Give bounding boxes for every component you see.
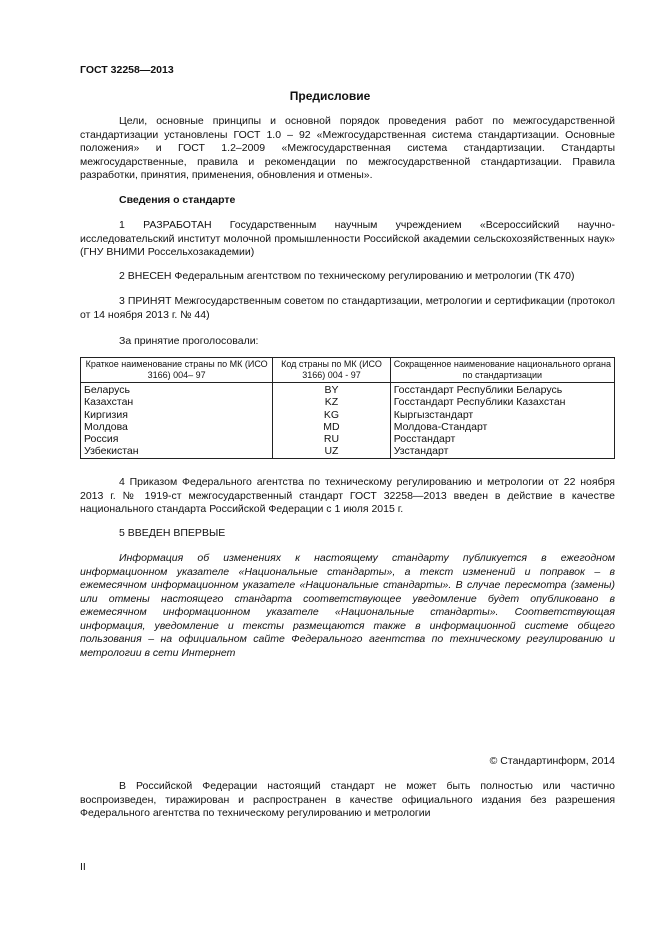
standards-body: Росстандарт <box>390 433 614 445</box>
reproduction-notice: В Российской Федерации настоящий стандарт не может быть полностью или частично воспроизведен, тиражирован и распространен в качестве официального издания без разрешения Федерального агентства по техническому регулированию и метрологии <box>80 780 615 819</box>
standards-body: Кыргызстандарт <box>390 409 614 421</box>
info-note: Информация об изменениях к настоящему стандарту публикуется в ежегодном информационном указателе «Национальные стандарты», а текст изменений и поправок – в ежемесячном информационном указателе «Национальные стандарты». В случае пересмотра (замены) или отмены настоящего стандарта соответствующее уведомление будет опубликовано в ежемесячном информационном указателе «Национальные стандарты». Соответствующая информация, уведомление и тексты размещаются также в информационной системе общего пользования – на официальном сайте Федерального агентства по техническому регулированию и метрологии в сети Интернет <box>80 552 615 659</box>
country-name: Беларусь <box>81 383 273 397</box>
item-adopted: 3 ПРИНЯТ Межгосударственным советом по стандартизации, метрологии и сертификации (протокол от 14 ноября 2013 г. № 44) <box>80 295 615 321</box>
table-row <box>81 383 615 397</box>
header-country-code: Код страны по МК (ИСО 3166) 004 - 97 <box>273 358 390 383</box>
voted-label: За принятие проголосовали: <box>119 335 259 347</box>
table-row <box>81 445 615 458</box>
country-code: MD <box>273 421 390 433</box>
member-states-table <box>80 357 615 459</box>
country-name: Казахстан <box>81 396 273 408</box>
country-code: UZ <box>273 445 390 458</box>
standards-body: Молдова-Стандарт <box>390 421 614 433</box>
page-number: II <box>80 861 86 873</box>
country-code: KZ <box>273 396 390 408</box>
item-developed: 1 РАЗРАБОТАН Государственным научным учреждением «Всероссийский научно-исследовательский институт молочной промышленности Российской академии сельскохозяйственных наук» (ГНУ ВНИМИ Россельхозакадемии) <box>80 219 615 258</box>
table-row <box>81 421 615 433</box>
standards-body: Госстандарт Республики Казахстан <box>390 396 614 408</box>
country-code: BY <box>273 383 390 397</box>
page-title: Предисловие <box>289 89 371 103</box>
item-first-time: 5 ВВЕДЕН ВПЕРВЫЕ <box>119 527 226 539</box>
header-country-name: Краткое наименование страны по МК (ИСО 3166) 004– 97 <box>81 358 273 383</box>
intro-paragraph: Цели, основные принципы и основной порядок проведения работ по межгосударственной стандартизации установлены ГОСТ 1.0 – 92 «Межгосударственная система стандартизации. Основные положения» и ГОСТ 1.2–2009 «Межгосударственная система стандартизации. Стандарты межгосударственные, правила и рекомендации по межгосударственной стандартизации. Правила разработки, принятия, применения, обновления и отмены». <box>80 115 615 181</box>
country-name: Россия <box>81 433 273 445</box>
country-name: Узбекистан <box>81 445 273 458</box>
table-row <box>81 433 615 445</box>
standards-body: Узстандарт <box>390 445 614 458</box>
table-header-row <box>81 358 615 383</box>
table-row <box>81 396 615 408</box>
item-order: 4 Приказом Федерального агентства по техническому регулированию и метрологии от 22 ноября 2013 г. № 1919-ст межгосударственный стандарт ГОСТ 32258—2013 введен в действие в качестве национального стандарта Российской Федерации с 1 июля 2015 г. <box>80 476 615 515</box>
table-row <box>81 409 615 421</box>
country-name: Киргизия <box>81 409 273 421</box>
country-code: KG <box>273 409 390 421</box>
standards-body: Госстандарт Республики Беларусь <box>390 383 614 397</box>
country-code: RU <box>273 433 390 445</box>
copyright: © Стандартинформ, 2014 <box>489 755 615 767</box>
item-introduced: 2 ВНЕСЕН Федеральным агентством по техническому регулированию и метрологии (ТК 470) <box>119 270 575 282</box>
standard-id: ГОСТ 32258—2013 <box>80 64 174 76</box>
country-name: Молдова <box>81 421 273 433</box>
info-heading: Сведения о стандарте <box>119 194 236 206</box>
header-standards-body: Сокращенное наименование национального органа по стандартизации <box>390 358 614 383</box>
